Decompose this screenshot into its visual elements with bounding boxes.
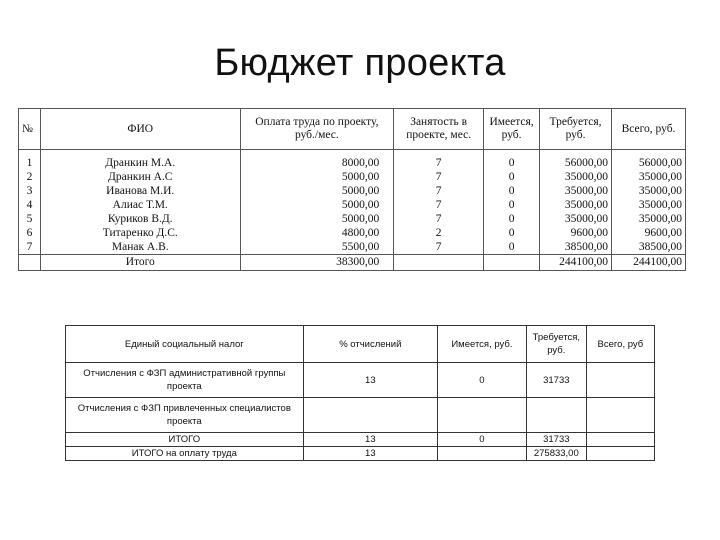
col-header-percent: % отчислений: [303, 326, 437, 363]
cell-total: 9600,00: [612, 226, 686, 240]
cell-pay: 8000,00: [240, 150, 394, 171]
cell-percent: 13: [303, 447, 437, 461]
cell-have: 0: [437, 433, 526, 447]
col-header-have: Имеется, руб.: [437, 326, 526, 363]
cell-name: Дранкин А.С: [40, 170, 240, 184]
cell-number: 7: [19, 240, 41, 255]
cell-need: 35000,00: [540, 198, 612, 212]
staff-budget-table: [18, 108, 686, 271]
table-row: [66, 398, 655, 433]
cell-have: [437, 398, 526, 433]
cell-total: [586, 433, 654, 447]
cell-months: 7: [394, 184, 484, 198]
cell-total: [586, 363, 654, 398]
table-row: [19, 184, 686, 198]
cell-number: 3: [19, 184, 41, 198]
cell-name: Куриков В.Д.: [40, 212, 240, 226]
col-header-number: №: [19, 109, 41, 150]
cell-months: 7: [394, 198, 484, 212]
cell-have: [484, 255, 540, 271]
cell-name: Алиас Т.М.: [40, 198, 240, 212]
cell-have: 0: [484, 184, 540, 198]
table-header-row: [66, 326, 655, 363]
col-header-name: ФИО: [40, 109, 240, 150]
table-row: [19, 212, 686, 226]
cell-have: 0: [484, 150, 540, 171]
cell-number: 6: [19, 226, 41, 240]
cell-total: [586, 447, 654, 461]
cell-need: [526, 398, 586, 433]
cell-total: 35000,00: [612, 212, 686, 226]
cell-months: 7: [394, 212, 484, 226]
cell-need: 35000,00: [540, 212, 612, 226]
cell-months: 7: [394, 170, 484, 184]
slide-title: Бюджет проекта: [214, 42, 506, 84]
cell-months: 2: [394, 226, 484, 240]
cell-have: 0: [437, 363, 526, 398]
cell-total-label: Итого: [40, 255, 240, 271]
cell-have: 0: [484, 170, 540, 184]
table-row: [19, 150, 686, 171]
cell-pay: 5000,00: [240, 212, 394, 226]
cell-have: 0: [484, 240, 540, 255]
col-header-total: Всего, руб.: [612, 109, 686, 150]
col-header-have: Имеется, руб.: [484, 109, 540, 150]
cell-number: [19, 255, 41, 271]
row-label: ИТОГО: [66, 433, 304, 447]
cell-percent: 13: [303, 363, 437, 398]
cell-months: [394, 255, 484, 271]
cell-months: 7: [394, 150, 484, 171]
cell-total: 56000,00: [612, 150, 686, 171]
social-tax-table: [65, 325, 655, 461]
table-row: [19, 170, 686, 184]
cell-have: 0: [484, 198, 540, 212]
cell-have: 0: [484, 212, 540, 226]
cell-need: 31733: [526, 363, 586, 398]
cell-need: 275833,00: [526, 447, 586, 461]
table-row: [19, 226, 686, 240]
row-label: Отчисления с ФЗП административной группы проекта: [66, 363, 304, 398]
cell-name: Дранкин М.А.: [40, 150, 240, 171]
cell-name: Титаренко Д.С.: [40, 226, 240, 240]
cell-months: 7: [394, 240, 484, 255]
cell-pay: 38300,00: [240, 255, 394, 271]
cell-pay: 4800,00: [240, 226, 394, 240]
col-header-need: Требуется, руб.: [540, 109, 612, 150]
cell-number: 1: [19, 150, 41, 171]
table-row-total: [19, 255, 686, 271]
cell-need: 38500,00: [540, 240, 612, 255]
cell-total: 35000,00: [612, 198, 686, 212]
table-row: [19, 198, 686, 212]
cell-need: 35000,00: [540, 170, 612, 184]
col-header-pay: Оплата труда по проекту, руб./мес.: [240, 109, 394, 150]
cell-have: [437, 447, 526, 461]
cell-need: 244100,00: [540, 255, 612, 271]
cell-have: 0: [484, 226, 540, 240]
cell-total: 244100,00: [612, 255, 686, 271]
cell-total: 38500,00: [612, 240, 686, 255]
table-row: [19, 240, 686, 255]
cell-pay: 5500,00: [240, 240, 394, 255]
cell-number: 2: [19, 170, 41, 184]
cell-number: 4: [19, 198, 41, 212]
row-label: ИТОГО на оплату труда: [66, 447, 304, 461]
col-header-total: Всего, руб: [586, 326, 654, 363]
col-header-need: Требуется, руб.: [526, 326, 586, 363]
cell-pay: 5000,00: [240, 170, 394, 184]
row-label: Отчисления с ФЗП привлеченных специалистов проекта: [66, 398, 304, 433]
cell-name: Иванова М.И.: [40, 184, 240, 198]
table-header-row: [19, 109, 686, 150]
cell-total: [586, 398, 654, 433]
cell-percent: [303, 398, 437, 433]
table-row-itogo: [66, 433, 655, 447]
cell-name: Манак А.В.: [40, 240, 240, 255]
cell-need: 31733: [526, 433, 586, 447]
cell-need: 56000,00: [540, 150, 612, 171]
table-row-itogo-pay: [66, 447, 655, 461]
cell-total: 35000,00: [612, 170, 686, 184]
cell-pay: 5000,00: [240, 184, 394, 198]
cell-pay: 5000,00: [240, 198, 394, 212]
cell-total: 35000,00: [612, 184, 686, 198]
cell-need: 35000,00: [540, 184, 612, 198]
cell-number: 5: [19, 212, 41, 226]
col-header-tax: Единый социальный налог: [66, 326, 304, 363]
table-row: [66, 363, 655, 398]
cell-percent: 13: [303, 433, 437, 447]
cell-need: 9600,00: [540, 226, 612, 240]
col-header-months: Занятость в проекте, мес.: [394, 109, 484, 150]
